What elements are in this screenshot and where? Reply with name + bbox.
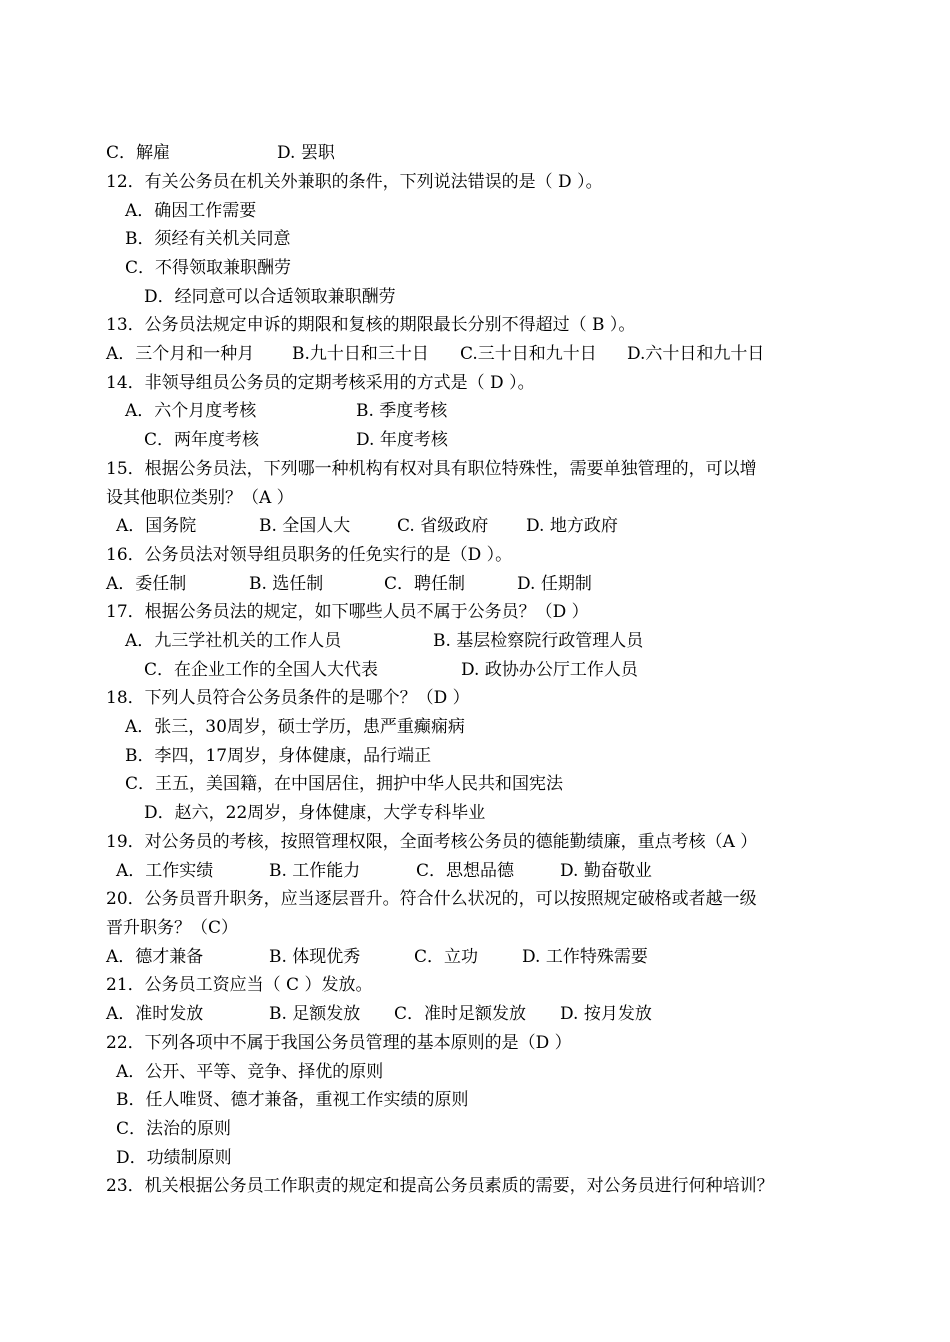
question-text: 14．非领导组员公务员的定期考核采用的方式是（ D ）。 <box>106 373 535 393</box>
option-c: C．准时足额发放 <box>394 1004 527 1024</box>
option-c: C．不得领取兼职酬劳 <box>125 258 292 278</box>
option-b: B. 基层检察院行政管理人员 <box>433 631 644 651</box>
option-c: C．王五，美国籍，在中国居住，拥护中华人民共和国宪法 <box>125 774 564 794</box>
question-text: 13．公务员法规定申诉的期限和复核的期限最长分别不得超过（ B ）。 <box>106 315 636 335</box>
option-b: B.九十日和三十日 <box>292 344 429 364</box>
option-c: C．两年度考核 <box>144 430 260 450</box>
option-a: A．德才兼备 <box>106 947 204 967</box>
option-d: D. 年度考核 <box>356 430 448 450</box>
option-b: B. 工作能力 <box>269 861 361 881</box>
option-b: B. 体现优秀 <box>269 947 361 967</box>
question-text: 22．下列各项中不属于我国公务员管理的基本原则的是（D ） <box>106 1033 572 1053</box>
question-text: 18．下列人员符合公务员条件的是哪个？（D ） <box>106 688 470 708</box>
question-text: 15．根据公务员法，下列哪一种机构有权对具有职位特殊性，需要单独管理的，可以增 <box>106 459 757 479</box>
option-b: B．须经有关机关同意 <box>125 229 291 249</box>
option-d: D. 工作特殊需要 <box>522 947 648 967</box>
option-b: B．李四，17周岁，身体健康，品行端正 <box>125 746 432 766</box>
option-d: D．赵六，22周岁，身体健康，大学专科毕业 <box>144 803 486 823</box>
option-c: C．聘任制 <box>384 574 466 594</box>
option-d: D. 按月发放 <box>560 1004 652 1024</box>
option-a: A．九三学社机关的工作人员 <box>125 631 342 651</box>
question-text: 23．机关根据公务员工作职责的规定和提高公务员素质的需要，对公务员进行何种培训？ <box>106 1176 774 1196</box>
option-d: D.六十日和九十日 <box>627 344 765 364</box>
option-b: B. 足额发放 <box>269 1004 361 1024</box>
option-c: C．思想品德 <box>416 861 515 881</box>
option-b: B. 全国人大 <box>259 516 351 536</box>
option-c: C.三十日和九十日 <box>460 344 597 364</box>
option-d: D．功绩制原则 <box>116 1148 232 1168</box>
option-d: D．经同意可以合适领取兼职酬劳 <box>144 287 396 307</box>
question-text: 12．有关公务员在机关外兼职的条件，下列说法错误的是（ D ）。 <box>106 172 603 192</box>
question-text: 16．公务员法对领导组员职务的任免实行的是（D ）。 <box>106 545 513 565</box>
option-c: C．立功 <box>414 947 479 967</box>
option-a: A．国务院 <box>116 516 197 536</box>
question-text-cont: 晋升职务？（C） <box>106 918 239 938</box>
option-a: A．工作实绩 <box>116 861 214 881</box>
question-text: 21．公务员工资应当（ C ）发放。 <box>106 975 373 995</box>
option-d: D. 罢职 <box>277 143 335 163</box>
option-d: D. 勤奋敬业 <box>560 861 652 881</box>
option-d: D. 任期制 <box>517 574 592 594</box>
option-b: B. 季度考核 <box>356 401 448 421</box>
option-c: C．解雇 <box>106 143 171 163</box>
option-c: C. 省级政府 <box>397 516 489 536</box>
question-text: 20．公务员晋升职务，应当逐层晋升。符合什么状况的，可以按照规定破格或者越一级 <box>106 889 757 909</box>
option-a: A．委任制 <box>106 574 187 594</box>
option-a: A．张三，30周岁，硕士学历，患严重癫痫病 <box>125 717 465 737</box>
question-text: 19．对公务员的考核，按照管理权限，全面考核公务员的德能勤绩廉，重点考核（A ） <box>106 832 758 852</box>
option-a: A．确因工作需要 <box>125 201 257 221</box>
option-c: C．在企业工作的全国人大代表 <box>144 660 379 680</box>
question-text: 17．根据公务员法的规定，如下哪些人员不属于公务员？（D ） <box>106 602 589 622</box>
option-a: A．六个月度考核 <box>125 401 257 421</box>
option-b: B．任人唯贤、德才兼备，重视工作实绩的原则 <box>116 1090 469 1110</box>
question-text-cont: 设其他职位类别？（A ） <box>106 488 294 508</box>
option-c: C．法治的原则 <box>116 1119 232 1139</box>
option-b: B. 选任制 <box>249 574 324 594</box>
option-a: A．公开、平等、竞争、择优的原则 <box>116 1062 384 1082</box>
option-a: A．准时发放 <box>106 1004 204 1024</box>
option-a: A．三个月和一种月 <box>106 344 255 364</box>
option-d: D. 政协办公厅工作人员 <box>461 660 638 680</box>
option-d: D. 地方政府 <box>526 516 618 536</box>
